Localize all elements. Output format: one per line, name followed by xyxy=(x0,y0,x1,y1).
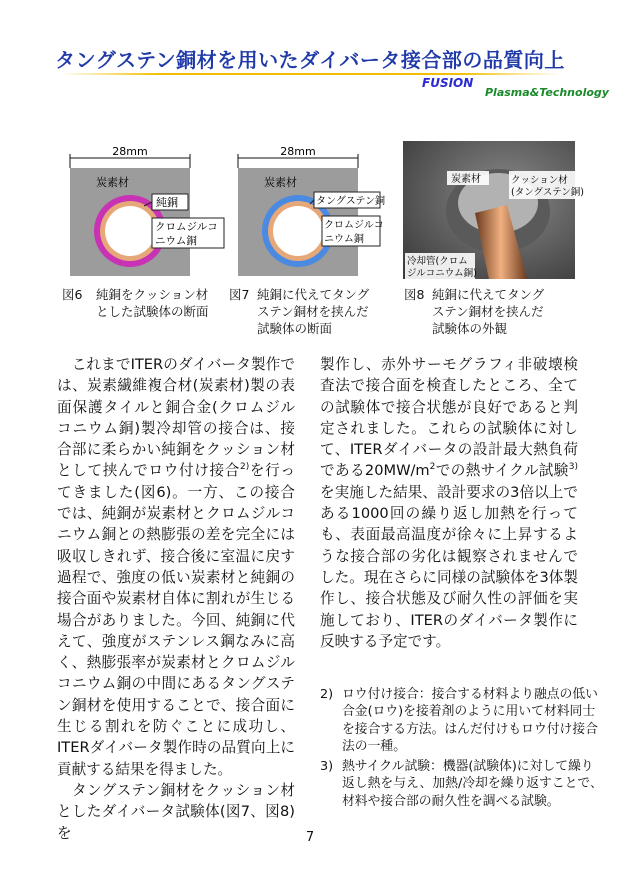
label-tungsten: タングステン銅 xyxy=(316,196,385,207)
body-paragraph-2: タングステン銅材をクッション材としたダイバータ試験体(図7、図8)を xyxy=(57,781,295,842)
figure-8-caption xyxy=(404,286,574,337)
figure-6 xyxy=(62,145,218,276)
label-copper: 純銅 xyxy=(156,196,178,209)
reference-2: 2) xyxy=(239,462,250,473)
caption-line-1: 純銅に代えてタング xyxy=(257,287,370,302)
label-cushion-2: (タングステン銅) xyxy=(511,187,584,198)
label-crzr-1: クロムジルコ xyxy=(155,221,218,233)
footnote-3 xyxy=(320,758,610,828)
label-cushion-1: クッション材 xyxy=(511,175,568,186)
reference-3: 3) xyxy=(568,462,578,473)
plasma-technology-text: Plasma&Technology xyxy=(485,86,609,99)
pipe-bore xyxy=(273,206,323,256)
dimension-label: 28mm xyxy=(112,145,148,158)
caption-line-2: とした試験体の断面 xyxy=(96,304,209,319)
page-title: タングステン銅材を用いたダイバータ接合部の品質向上 xyxy=(55,48,565,72)
label-crzr-1: クロムジルコ xyxy=(324,220,384,231)
figure-6-caption xyxy=(62,286,222,320)
caption-line-1: 純銅をクッション材 xyxy=(96,287,209,302)
caption-line-2: ステン銅材を挟んだ xyxy=(257,304,369,319)
pipe-bore xyxy=(105,206,155,256)
label-crzr-2: ニウム銅 xyxy=(155,235,197,247)
caption-line-3: 試験体の断面 xyxy=(257,321,333,336)
figure-7-caption xyxy=(229,286,389,337)
caption-line-1: 純銅に代えてタング xyxy=(432,287,545,302)
label-carbon: 炭素材 xyxy=(96,176,129,189)
footnote-text: ロウ付け接合：接合する材料より融点の低い合金(ロウ)を接着剤のように用いて材料同士を接合する方法。はんだ付けもロウ付け接合法の一種。 xyxy=(342,687,598,754)
figure-7-diagram xyxy=(232,145,385,276)
page-number: 7 xyxy=(305,830,315,845)
caption-number: 図6 xyxy=(62,287,83,302)
footnote-number: 3) xyxy=(320,759,334,774)
body-text: を行ってきました(図6)。一方、この接合では、純銅が炭素材とクロムジルコニウム銅との熱膨張の差を完全には吸収しきれず、接合後に室温に戻す過程で、強度の低い炭素材と純銅の接合面や炭素材自体に割れが生じる場合がありました。今回、純銅に代えて、強度がステンレス鋼なみに高く、熱膨張率が炭素材とクロムジルコニウム銅の中間にあるタングステン銅材を使用することで、接合面に生じる割れを防ぐことに成功し、ITERダイバータ製作時の品質向上に貢献する結果を得ました。 xyxy=(57,462,295,778)
body-paragraph-3 xyxy=(320,354,578,652)
body-paragraph-1 xyxy=(57,354,295,780)
body-column-right xyxy=(320,354,578,652)
label-carbon: 炭素材 xyxy=(451,174,481,185)
body-text: での熱サイクル試験 xyxy=(435,462,569,480)
dimension-label: 28mm xyxy=(280,145,316,158)
unit-superscript: 2 xyxy=(429,462,436,473)
figure-6-diagram xyxy=(62,145,218,276)
figure-8-image xyxy=(403,141,584,279)
fusion-logo-text: FUSION xyxy=(422,76,474,90)
body-text: 製作し、赤外サーモグラフィ非破壊検査法で接合面を検査したところ、全ての試験体で接合状態が良好であると判定されました。これらの試験体に対して、ITERダイバータの設計最大熱負荷である20MW/m xyxy=(320,356,578,480)
label-pipe-1: 冷却管(クロム xyxy=(407,256,468,267)
caption-number: 図8 xyxy=(404,287,425,302)
figure-7 xyxy=(232,145,385,276)
footnote-2 xyxy=(320,686,610,756)
figure-8-photo xyxy=(403,141,584,279)
label-pipe-2: ジルコニウム銅) xyxy=(407,268,477,279)
footnote-number: 2) xyxy=(320,687,334,702)
title-underline xyxy=(60,73,560,75)
label-carbon: 炭素材 xyxy=(264,176,297,189)
footnote-text: 熱サイクル試験：機器(試験体)に対して繰り返し熱を与え、加熱/冷却を繰り返すことで、材料や接合部の耐久性を調べる試験。 xyxy=(342,759,603,809)
body-text: これまでITERのダイバータ製作では、炭素繊維複合材(炭素材)製の表面保護タイルと銅合金(クロムジルコニウム銅)製冷却管の接合は、接合部に柔らかい純銅をクッション材として挟んでロウ付け接合 xyxy=(57,356,295,480)
label-crzr-2: ニウム銅 xyxy=(324,234,364,245)
body-column-left xyxy=(57,354,295,844)
caption-line-2: ステン銅材を挟んだ xyxy=(432,304,544,319)
caption-number: 図7 xyxy=(229,287,250,302)
body-text: を実施した結果、設計要求の3倍以上である1000回の繰り返し加熱を行っても、表面最高温度が徐々に上昇するような接合部の劣化は観察されませんでした。現在さらに同様の試験体を3体製作し、接合状態及び耐久性の評価を実施しており、ITERのダイバータ製作に反映する予定です。 xyxy=(320,483,578,650)
caption-line-3: 試験体の外観 xyxy=(432,321,508,336)
